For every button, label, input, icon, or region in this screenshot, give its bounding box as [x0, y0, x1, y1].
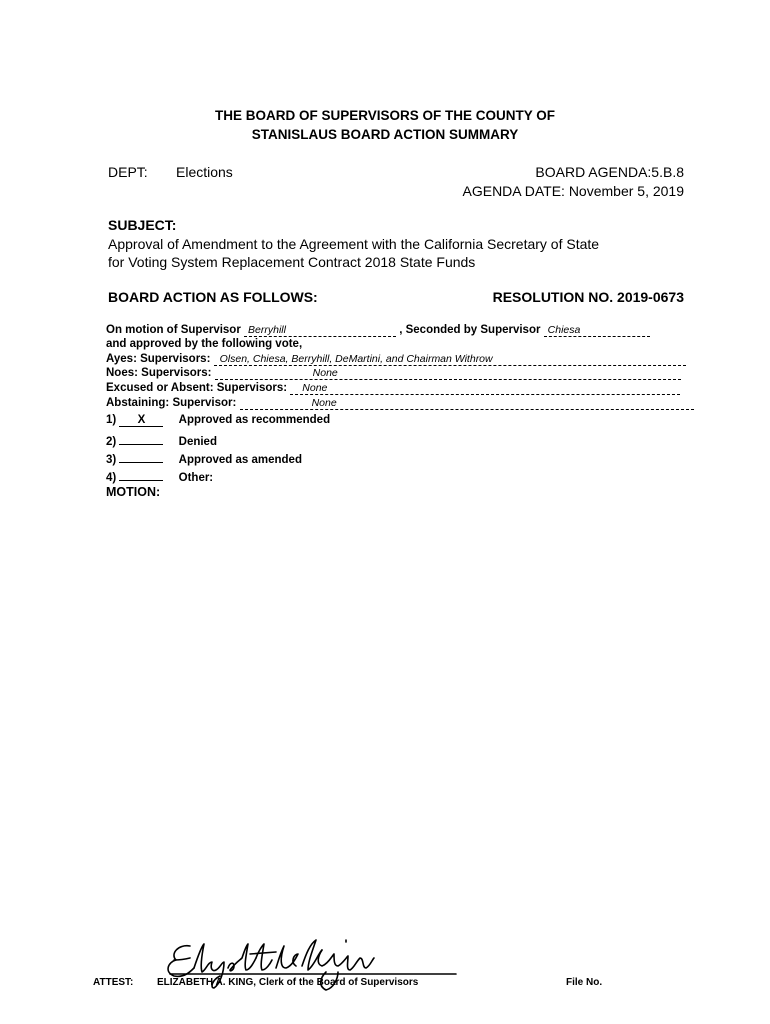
- option-number: 1): [106, 414, 117, 426]
- excused-label: Excused or Absent: Supervisors:: [106, 382, 288, 394]
- abstain-label: Abstaining: Supervisor:: [106, 397, 237, 409]
- title-line-2: STANISLAUS BOARD ACTION SUMMARY: [251, 127, 519, 142]
- option-number: 2): [106, 436, 117, 448]
- second-label: , Seconded by Supervisor: [399, 324, 541, 336]
- option-mark: [119, 450, 163, 463]
- second-supervisor: Chiesa: [544, 324, 650, 337]
- motion-supervisor: Berryhill: [244, 324, 396, 337]
- resolution-number: RESOLUTION NO. 2019-0673: [492, 289, 684, 305]
- ayes-line: [106, 353, 686, 366]
- subject-line-2: for Voting System Replacement Contract 2018 State Funds: [108, 254, 476, 270]
- excused-line: [106, 382, 680, 395]
- motion-label: MOTION:: [106, 485, 161, 499]
- option-row: [106, 468, 213, 484]
- file-number-label: File No.: [566, 977, 603, 988]
- option-number: 4): [106, 472, 117, 484]
- agenda-date: AGENDA DATE: November 5, 2019: [462, 183, 684, 199]
- option-row: [106, 450, 302, 466]
- option-row: [106, 414, 330, 427]
- dept-label: DEPT:: [108, 164, 148, 180]
- board-agenda: BOARD AGENDA:5.B.8: [535, 164, 684, 180]
- dept-value: Elections: [176, 164, 233, 180]
- clerk-name: ELIZABETH A. KING, Clerk of the Board of Supervisors: [157, 977, 419, 988]
- excused-value: None: [290, 382, 680, 395]
- noes-value: None: [215, 367, 681, 380]
- option-mark: [119, 432, 163, 445]
- motion-label: On motion of Supervisor: [106, 324, 241, 336]
- subject-label: SUBJECT:: [108, 217, 177, 233]
- noes-label: Noes: Supervisors:: [106, 367, 212, 379]
- option-label: Approved as recommended: [178, 414, 331, 426]
- option-label: Denied: [178, 436, 217, 448]
- board-action-heading: BOARD ACTION AS FOLLOWS:: [108, 289, 318, 305]
- ayes-label: Ayes: Supervisors:: [106, 353, 211, 365]
- noes-line: [106, 367, 681, 380]
- option-mark: [119, 468, 163, 481]
- option-mark: X: [119, 414, 163, 427]
- option-number: 3): [106, 454, 117, 466]
- approved-vote-line: and approved by the following vote,: [106, 338, 303, 350]
- motion-line: [106, 324, 650, 337]
- option-row: [106, 432, 217, 448]
- attest-label: ATTEST:: [93, 977, 134, 988]
- ayes-value: Olsen, Chiesa, Berryhill, DeMartini, and Chairman Withrow: [214, 353, 686, 366]
- option-label: Other:: [178, 472, 214, 484]
- title-line-1: THE BOARD OF SUPERVISORS OF THE COUNTY OF: [214, 108, 556, 123]
- abstain-line: [106, 397, 694, 410]
- subject-line-1: Approval of Amendment to the Agreement with the California Secretary of State: [108, 236, 600, 252]
- abstain-value: None: [240, 397, 694, 410]
- option-label: Approved as amended: [178, 454, 302, 466]
